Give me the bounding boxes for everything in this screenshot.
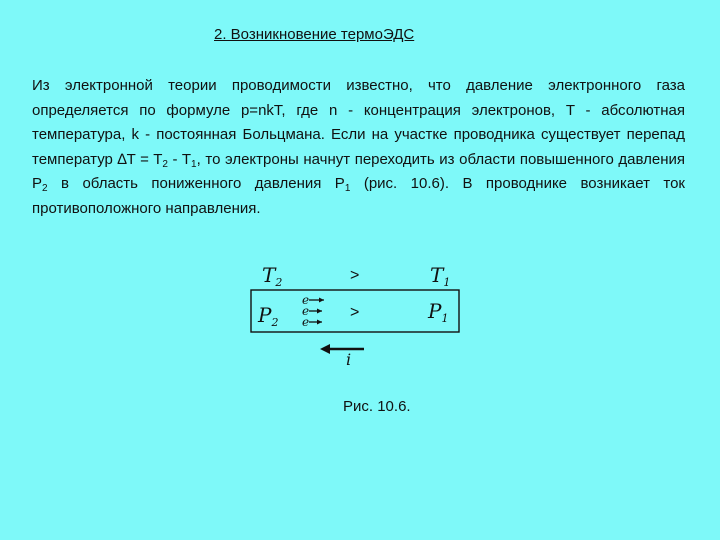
- delta-symbol: ∆: [117, 150, 127, 168]
- pressure-p1-label: $P_1$: [428, 299, 449, 325]
- electron-symbol: e: [302, 315, 310, 329]
- slide-title: 2. Возникновение термоЭДС: [214, 26, 415, 43]
- body-paragraph: [32, 74, 685, 221]
- pressure-p2-label: $P_2$: [258, 303, 279, 329]
- paragraph-text-4: , то электроны начнут переходить из области повышенного давления P: [32, 150, 685, 192]
- subscript-2: 2: [42, 183, 48, 194]
- subscript-1: 1: [191, 158, 197, 170]
- paragraph-text-6: (рис. 10.6). В проводнике возникает ток противоположного направления.: [32, 175, 685, 217]
- current-arrow: [320, 344, 364, 354]
- electron-arrow: [302, 315, 322, 329]
- temperature-t2-label: $T_2$: [262, 263, 283, 289]
- subscript-1: 1: [344, 183, 351, 194]
- paragraph-text-1: Из электронной теории проводимости известно, что давление электронного газа определяется по формуле p=nkT, где n - концентрация электронов, T - абсолютная температура, k - постоянная Больцмана. Если на участке проводника существует перепад температур: [32, 77, 685, 168]
- figure-10-6: [246, 262, 466, 372]
- electron-symbol: e: [302, 304, 310, 318]
- paragraph-text-2: T = T: [126, 150, 163, 168]
- electron-symbol: e: [302, 293, 310, 307]
- current-i-label: i: [346, 350, 352, 369]
- paragraph-text-5: в область пониженного давления P: [47, 175, 345, 192]
- subscript-2: 2: [162, 158, 168, 170]
- pressure-greater-sign: >: [350, 304, 360, 321]
- paragraph-text-3: - T: [167, 150, 192, 168]
- temperature-greater-sign: >: [350, 267, 360, 284]
- temperature-t1-label: $T_1$: [430, 263, 451, 289]
- figure-caption: Рис. 10.6.: [343, 398, 411, 415]
